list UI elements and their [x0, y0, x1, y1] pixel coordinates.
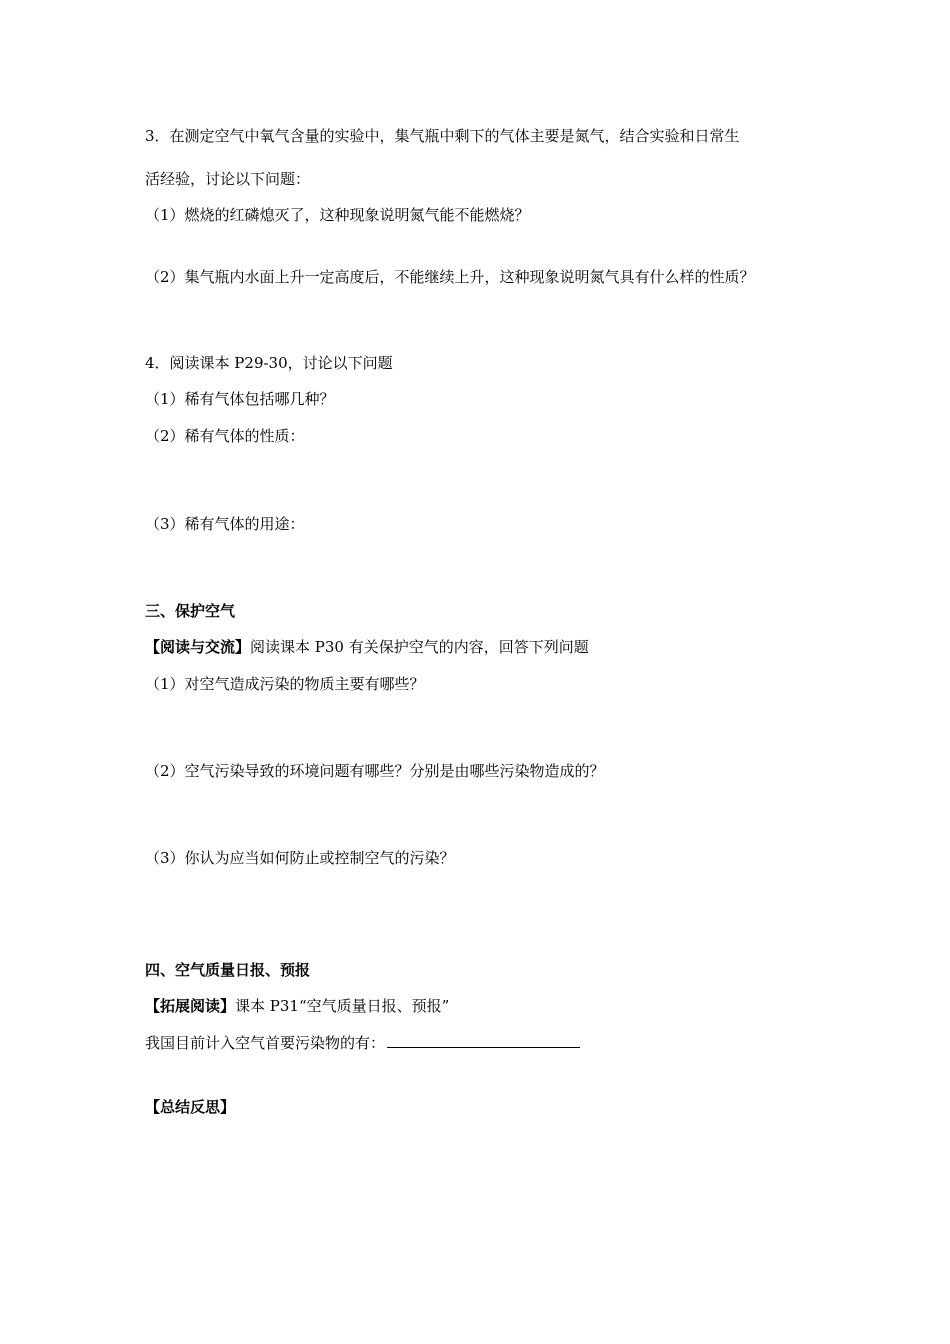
section3-intro-line	[145, 637, 589, 657]
section4-fill-line	[145, 1033, 580, 1053]
answer-blank[interactable]	[387, 1033, 580, 1048]
summary-heading: 【总结反思】	[145, 1098, 236, 1116]
section4-tag: 【拓展阅读】	[145, 997, 236, 1015]
q3-line-1: 3．在测定空气中氧气含量的实验中，集气瓶中剩下的气体主要是氮气，结合实验和日常生	[145, 127, 740, 145]
section3-q3: （3）你认为应当如何防止或控制空气的污染？	[145, 849, 455, 867]
section4-intro: 课本 P31“空气质量日报、预报”	[235, 997, 450, 1015]
q3-sub-1: （1）燃烧的红磷熄灭了，这种现象说明氮气能不能燃烧？	[145, 206, 530, 224]
q4-sub-3: （3）稀有气体的用途：	[145, 515, 305, 533]
section4-intro-line	[145, 996, 449, 1016]
section3-q1: （1）对空气造成污染的物质主要有哪些？	[145, 675, 425, 693]
section3-tag: 【阅读与交流】	[145, 638, 251, 656]
q4-title: 4．阅读课本 P29-30，讨论以下问题	[145, 354, 393, 372]
section3-q2: （2）空气污染导致的环境问题有哪些？分别是由哪些污染物造成的？	[145, 762, 605, 780]
q4-sub-2: （2）稀有气体的性质：	[145, 427, 305, 445]
q4-sub-1: （1）稀有气体包括哪几种？	[145, 390, 335, 408]
q3-line-2: 活经验，讨论以下问题：	[145, 170, 311, 188]
section3-heading: 三、保护空气	[145, 602, 236, 620]
section3-intro: 阅读课本 P30 有关保护空气的内容，回答下列问题	[250, 638, 589, 656]
section4-heading: 四、空气质量日报、预报	[145, 961, 311, 979]
section4-fill-label: 我国目前计入空气首要污染物的有：	[145, 1034, 386, 1052]
q3-sub-2: （2）集气瓶内水面上升一定高度后，不能继续上升，这种现象说明氮气具有什么样的性质？	[145, 268, 755, 286]
